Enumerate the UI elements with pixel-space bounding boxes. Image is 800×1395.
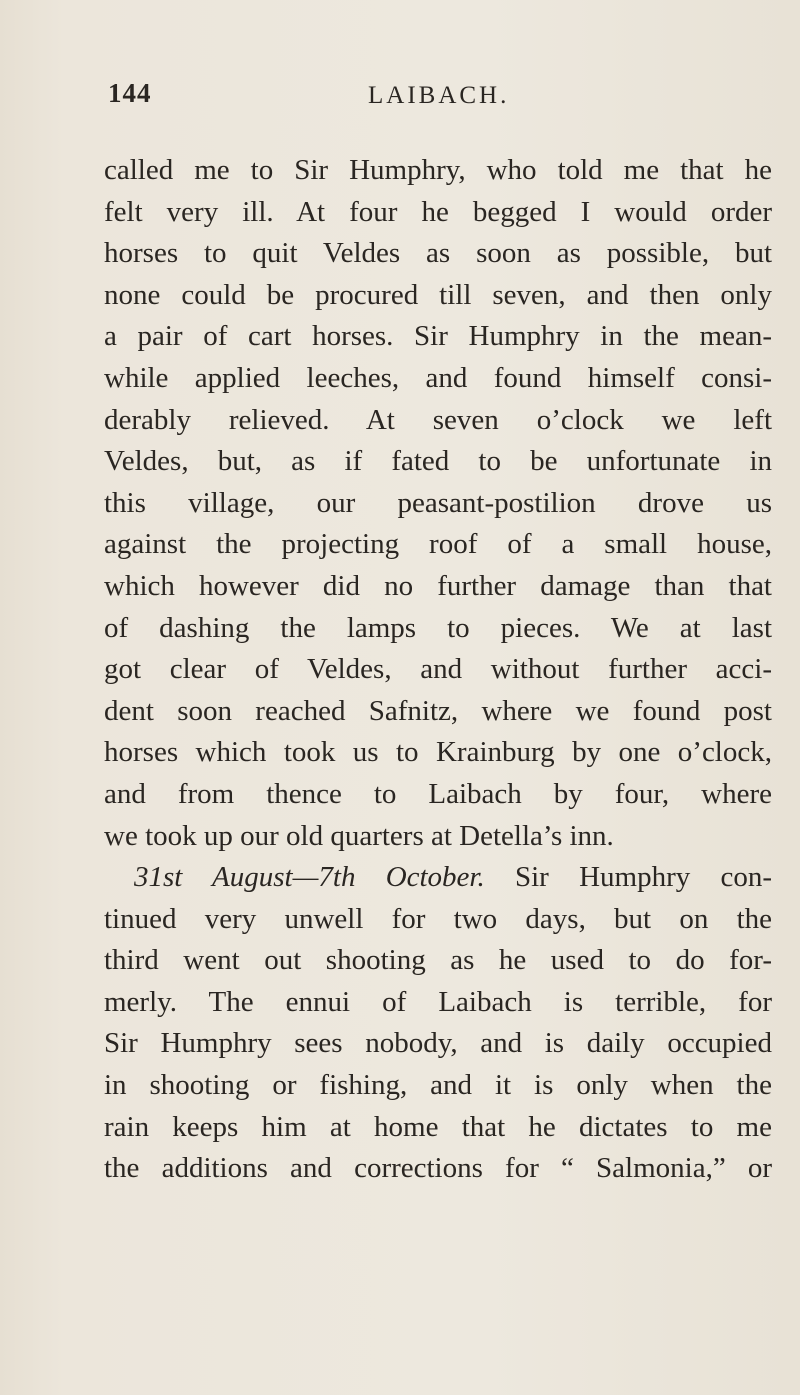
text-line: tinued very unwell for two days, but on the: [104, 902, 772, 935]
text-line: which however did no further damage than that: [104, 569, 772, 602]
date-heading: 31st August—7th October.: [134, 861, 485, 894]
date-heading-line: [104, 857, 772, 899]
text-line: felt very ill. At four he begged I would order: [104, 195, 772, 228]
text-line: Veldes, but, as if fated to be unfortunate in: [104, 445, 772, 478]
text-line: while applied leeches, and found himself consi-: [104, 361, 772, 394]
text-line: horses which took us to Krainburg by one o’clock,: [104, 736, 772, 769]
text-line: rain keeps him at home that he dictates to me: [104, 1110, 772, 1143]
text-line: against the projecting roof of a small house,: [104, 528, 772, 561]
text-line: merly. The ennui of Laibach is terrible, for: [104, 985, 772, 1018]
text-line: dent soon reached Safnitz, where we found post: [104, 694, 772, 727]
text-line: of dashing the lamps to pieces. We at last: [104, 611, 772, 644]
body-text: [104, 150, 772, 1190]
text-line: horses to quit Veldes as soon as possible, but: [104, 237, 772, 270]
text-line: none could be procured till seven, and then only: [104, 278, 772, 311]
text-line: got clear of Veldes, and without further acci-: [104, 653, 772, 686]
text-line: we took up our old quarters at Detella’s inn.: [104, 819, 614, 852]
text-line: derably relieved. At seven o’clock we left: [104, 403, 772, 436]
page-number: 144: [108, 78, 152, 108]
page-header: [0, 78, 800, 118]
text-line: Sir Humphry sees nobody, and is daily occupied: [104, 1027, 772, 1060]
running-head: LAIBACH.: [368, 82, 510, 109]
text-line: third went out shooting as he used to do for-: [104, 944, 772, 977]
text-line: this village, our peasant-postilion drove us: [104, 486, 772, 519]
text-line: and from thence to Laibach by four, where: [104, 777, 772, 810]
text-line: the additions and corrections for “ Salmonia,” or: [104, 1152, 772, 1185]
date-line-text: Sir Humphry con-: [484, 861, 772, 894]
text-line: in shooting or fishing, and it is only when the: [104, 1069, 772, 1102]
text-line: a pair of cart horses. Sir Humphry in the mean-: [104, 320, 772, 353]
text-line: called me to Sir Humphry, who told me that he: [104, 154, 772, 186]
